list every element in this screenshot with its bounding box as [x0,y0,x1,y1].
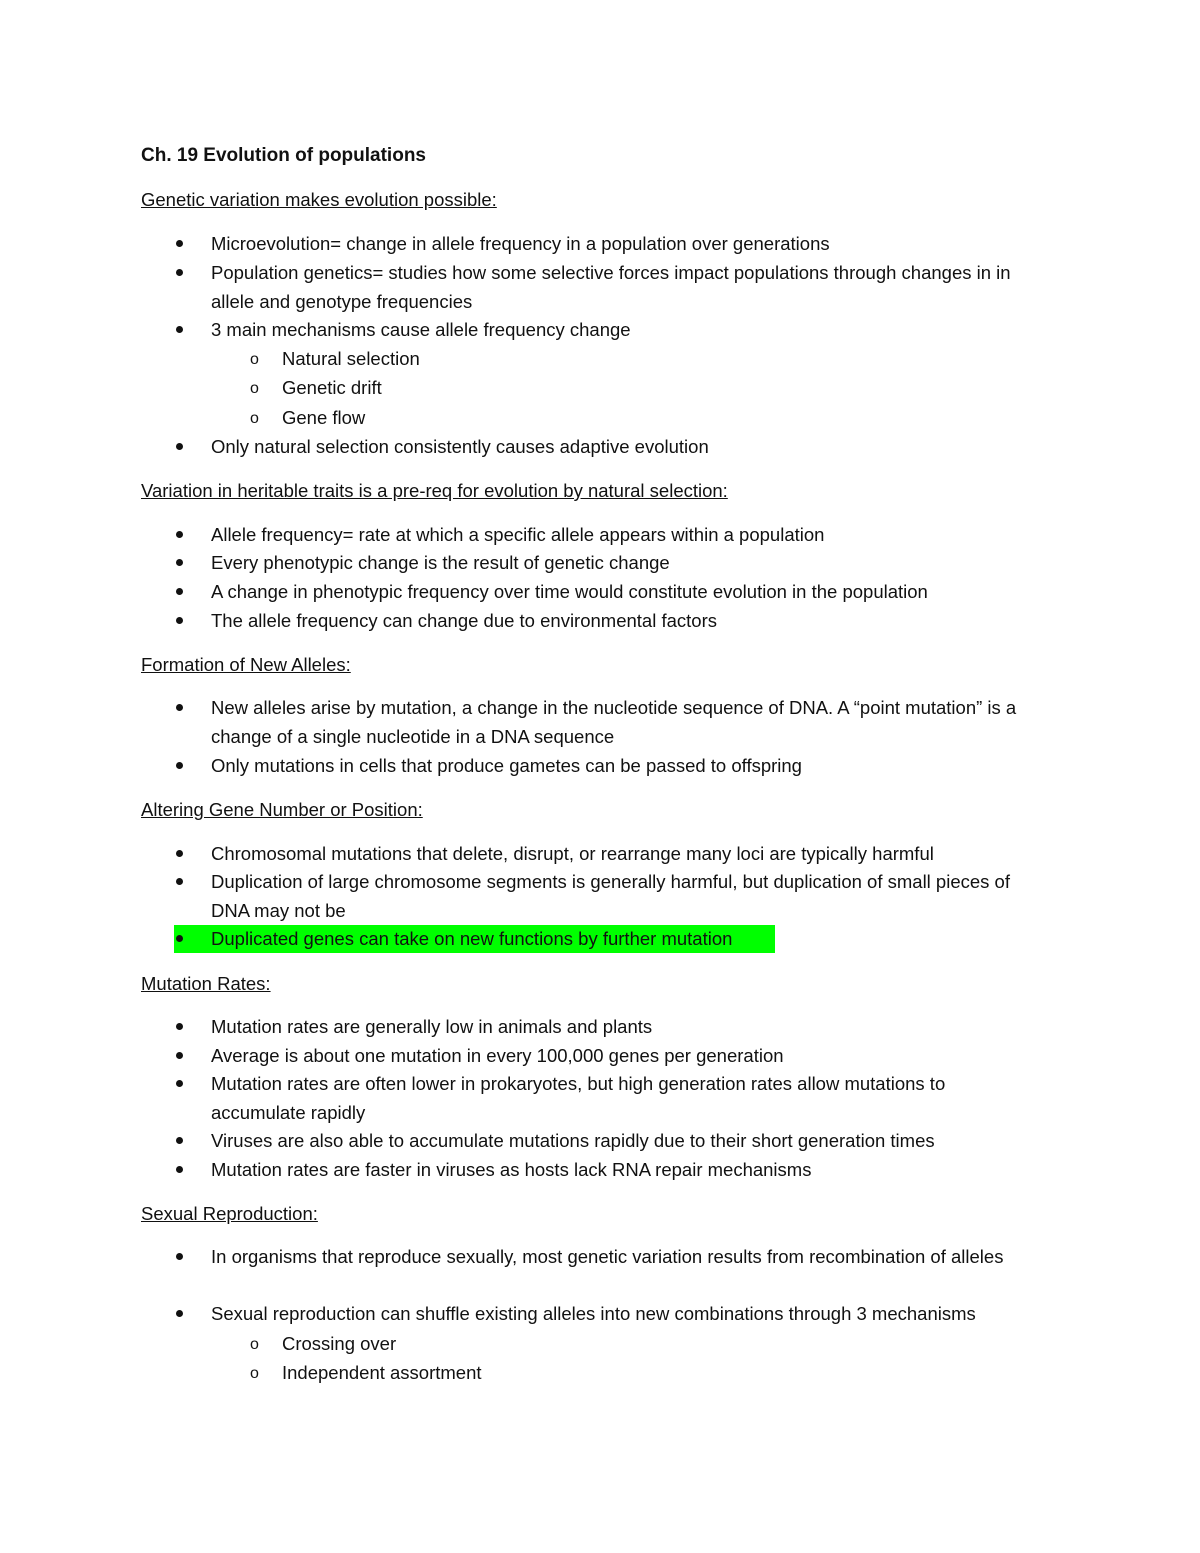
list-item: Only natural selection consistently causes adaptive evolution [211,433,709,462]
section-heading: Mutation Rates: [141,973,271,994]
sub-list-item: o Crossing over [282,1330,396,1359]
highlighted-list-item: Duplicated genes can take on new functions by further mutation [211,925,732,954]
list-item: Population genetics= studies how some selective forces impact populations through changes in in allele and genotype frequencies [211,259,1051,316]
list-item: Duplication of large chromosome segments is generally harmful, but duplication of small pieces of DNA may not be [211,868,1051,925]
list-item: Allele frequency= rate at which a specific allele appears within a population [211,521,824,550]
sub-list-item: o Independent assortment [282,1359,482,1388]
list-item: The allele frequency can change due to environmental factors [211,607,717,636]
list-item: Microevolution= change in allele frequency in a population over generations [211,230,830,259]
list-item: Sexual reproduction can shuffle existing alleles into new combinations through 3 mechanisms [211,1300,976,1329]
list-item: 3 main mechanisms cause allele frequency change [211,316,631,345]
section-heading: Genetic variation makes evolution possible: [141,189,497,210]
list-item: A change in phenotypic frequency over time would constitute evolution in the population [211,578,928,607]
section-heading: Sexual Reproduction: [141,1203,318,1224]
sub-list-item: o Genetic drift [282,374,382,403]
list-item: New alleles arise by mutation, a change in the nucleotide sequence of DNA. A “point mutation” is a change of a single nucleotide in a DNA sequence [211,694,1051,751]
section-heading: Formation of New Alleles: [141,654,351,675]
list-item: In organisms that reproduce sexually, most genetic variation results from recombination of alleles [211,1243,1011,1272]
list-item: Only mutations in cells that produce gametes can be passed to offspring [211,752,802,781]
list-item: Mutation rates are generally low in animals and plants [211,1013,652,1042]
document-title: Ch. 19 Evolution of populations [141,145,426,166]
sub-list-item: o Gene flow [282,404,365,433]
list-item: Chromosomal mutations that delete, disrupt, or rearrange many loci are typically harmful [211,840,934,869]
section-heading: Variation in heritable traits is a pre-req for evolution by natural selection: [141,480,728,501]
list-item: Mutation rates are faster in viruses as hosts lack RNA repair mechanisms [211,1156,811,1185]
list-item: Every phenotypic change is the result of genetic change [211,549,670,578]
section-heading: Altering Gene Number or Position: [141,799,423,820]
list-item: Viruses are also able to accumulate mutations rapidly due to their short generation times [211,1127,935,1156]
sub-list-item: o Natural selection [282,345,420,374]
list-item: Mutation rates are often lower in prokaryotes, but high generation rates allow mutations to accumulate rapidly [211,1070,1021,1127]
list-item: Average is about one mutation in every 100,000 genes per generation [211,1042,784,1071]
